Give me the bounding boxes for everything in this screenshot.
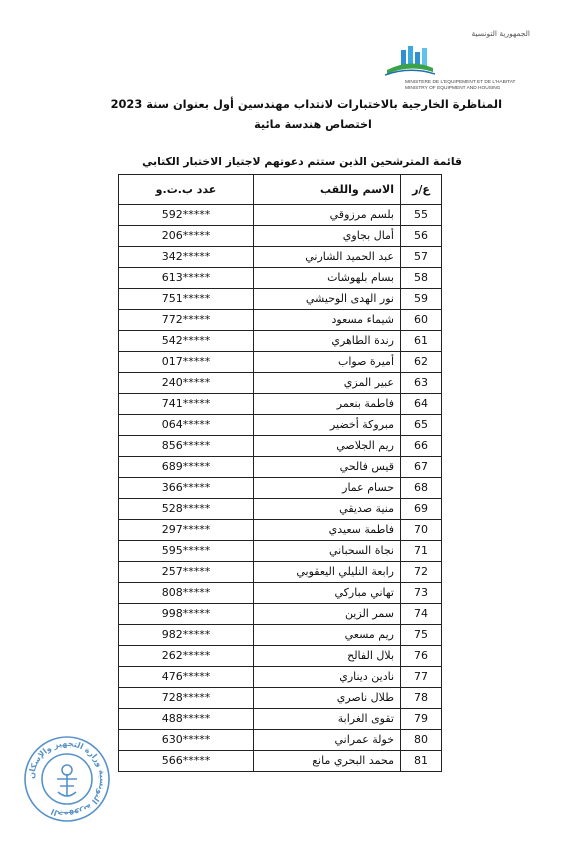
candidate-name: بلال الفالح <box>254 646 401 667</box>
candidate-name: مبروكة أخضير <box>254 415 401 436</box>
candidate-id: 689***** <box>119 457 254 478</box>
row-number: 60 <box>401 310 442 331</box>
candidate-name: ريم الجلاصي <box>254 436 401 457</box>
row-number: 55 <box>401 205 442 226</box>
candidate-name: منية صديقي <box>254 499 401 520</box>
candidate-id: 613***** <box>119 268 254 289</box>
table-row <box>119 688 442 709</box>
candidate-id: 751***** <box>119 289 254 310</box>
candidate-name: نجاة السحباني <box>254 541 401 562</box>
candidate-id: 476***** <box>119 667 254 688</box>
candidate-name: بسام بلهوشات <box>254 268 401 289</box>
table-header-row <box>119 175 442 205</box>
table-row <box>119 667 442 688</box>
ministry-logo <box>385 44 435 78</box>
candidate-name: عبد الحميد الشارني <box>254 247 401 268</box>
candidate-id: 064***** <box>119 415 254 436</box>
ministry-line-fr: MINISTERE DE L'EQUIPEMENT ET DE L'HABITAT <box>405 80 516 85</box>
table-row <box>119 268 442 289</box>
row-number: 66 <box>401 436 442 457</box>
table-row <box>119 751 442 772</box>
candidate-name: نور الهدى الوحيشي <box>254 289 401 310</box>
table-row <box>119 646 442 667</box>
candidate-name: عبير المزي <box>254 373 401 394</box>
candidate-name: بلسم مرزوقي <box>254 205 401 226</box>
candidate-id: 982***** <box>119 625 254 646</box>
candidate-id: 595***** <box>119 541 254 562</box>
page-title: المناظرة الخارجية بالاختبارات لانتداب مهندسين أول بعنوان سنة 2023 <box>110 97 502 111</box>
candidate-id: 257***** <box>119 562 254 583</box>
candidate-name: رابعة النليلي اليعقوبي <box>254 562 401 583</box>
table-row <box>119 730 442 751</box>
row-number: 76 <box>401 646 442 667</box>
table-row <box>119 625 442 646</box>
republic-header: الجمهورية التونسية <box>471 29 530 38</box>
ministry-name <box>405 80 515 92</box>
candidate-id: 772***** <box>119 310 254 331</box>
table-row <box>119 394 442 415</box>
row-number: 57 <box>401 247 442 268</box>
candidate-id: 297***** <box>119 520 254 541</box>
row-number: 68 <box>401 478 442 499</box>
table-row <box>119 583 442 604</box>
row-number: 58 <box>401 268 442 289</box>
candidate-id: 366***** <box>119 478 254 499</box>
candidate-id: 262***** <box>119 646 254 667</box>
specialty-title: اختصاص هندسة مائية <box>254 118 372 131</box>
row-number: 81 <box>401 751 442 772</box>
candidate-id: 728***** <box>119 688 254 709</box>
candidate-id: 566***** <box>119 751 254 772</box>
list-subtitle: قائمة المترشحين الذين ستتم دعوتهم لاجتياز الاختبار الكتابي <box>142 155 462 168</box>
table-row <box>119 709 442 730</box>
candidate-name: أمال بجاوي <box>254 226 401 247</box>
candidate-name: خولة عمراني <box>254 730 401 751</box>
table-row <box>119 331 442 352</box>
row-number: 71 <box>401 541 442 562</box>
row-number: 67 <box>401 457 442 478</box>
candidate-id: 206***** <box>119 226 254 247</box>
candidate-name: فاطمة بنعمر <box>254 394 401 415</box>
candidate-name: تقوى الغرابة <box>254 709 401 730</box>
official-stamp <box>22 734 112 824</box>
row-number: 72 <box>401 562 442 583</box>
candidate-id: 630***** <box>119 730 254 751</box>
candidate-name: تهاني مباركي <box>254 583 401 604</box>
candidate-id: 856***** <box>119 436 254 457</box>
table-row <box>119 247 442 268</box>
row-number: 77 <box>401 667 442 688</box>
row-number: 80 <box>401 730 442 751</box>
stamp-text: الجمهورية التونسية وزارة التجهيز والإسكان <box>26 738 108 820</box>
table-row <box>119 226 442 247</box>
row-number: 69 <box>401 499 442 520</box>
row-number: 59 <box>401 289 442 310</box>
table-row <box>119 436 442 457</box>
row-number: 65 <box>401 415 442 436</box>
row-number: 56 <box>401 226 442 247</box>
table-row <box>119 289 442 310</box>
candidate-name: رندة الطاهري <box>254 331 401 352</box>
table-row <box>119 562 442 583</box>
row-number: 62 <box>401 352 442 373</box>
header-id-number: عدد ب.ت.و <box>119 175 254 205</box>
candidate-name: محمد البحري مانع <box>254 751 401 772</box>
candidate-name: طلال ناصري <box>254 688 401 709</box>
candidate-id: 808***** <box>119 583 254 604</box>
row-number: 73 <box>401 583 442 604</box>
candidate-id: 741***** <box>119 394 254 415</box>
table-row <box>119 478 442 499</box>
ministry-line-en: MINISTRY OF EQUIPMENT AND HOUSING <box>405 86 501 91</box>
candidate-name: قيس فالحي <box>254 457 401 478</box>
table-row <box>119 205 442 226</box>
candidate-id: 017***** <box>119 352 254 373</box>
row-number: 70 <box>401 520 442 541</box>
candidate-name: أميرة صواب <box>254 352 401 373</box>
table-row <box>119 352 442 373</box>
table-row <box>119 415 442 436</box>
candidate-id: 998***** <box>119 604 254 625</box>
table-row <box>119 457 442 478</box>
row-number: 75 <box>401 625 442 646</box>
candidate-name: فاطمة سعيدي <box>254 520 401 541</box>
row-number: 74 <box>401 604 442 625</box>
candidate-name: ريم مسعي <box>254 625 401 646</box>
table-row <box>119 520 442 541</box>
candidate-id: 342***** <box>119 247 254 268</box>
candidate-id: 542***** <box>119 331 254 352</box>
candidate-name: حسام عمار <box>254 478 401 499</box>
header-number: ع/ر <box>401 175 442 205</box>
candidate-id: 528***** <box>119 499 254 520</box>
candidate-name: نادين ديناري <box>254 667 401 688</box>
candidate-id: 592***** <box>119 205 254 226</box>
table-row <box>119 499 442 520</box>
candidate-id: 488***** <box>119 709 254 730</box>
table-row <box>119 604 442 625</box>
header-name: الاسم واللقب <box>254 175 401 205</box>
candidates-table <box>118 174 442 772</box>
table-row <box>119 541 442 562</box>
row-number: 63 <box>401 373 442 394</box>
candidate-name: شيماء مسعود <box>254 310 401 331</box>
table-row <box>119 373 442 394</box>
row-number: 64 <box>401 394 442 415</box>
row-number: 78 <box>401 688 442 709</box>
candidate-name: سمر الزين <box>254 604 401 625</box>
candidate-id: 240***** <box>119 373 254 394</box>
table-row <box>119 310 442 331</box>
row-number: 79 <box>401 709 442 730</box>
row-number: 61 <box>401 331 442 352</box>
